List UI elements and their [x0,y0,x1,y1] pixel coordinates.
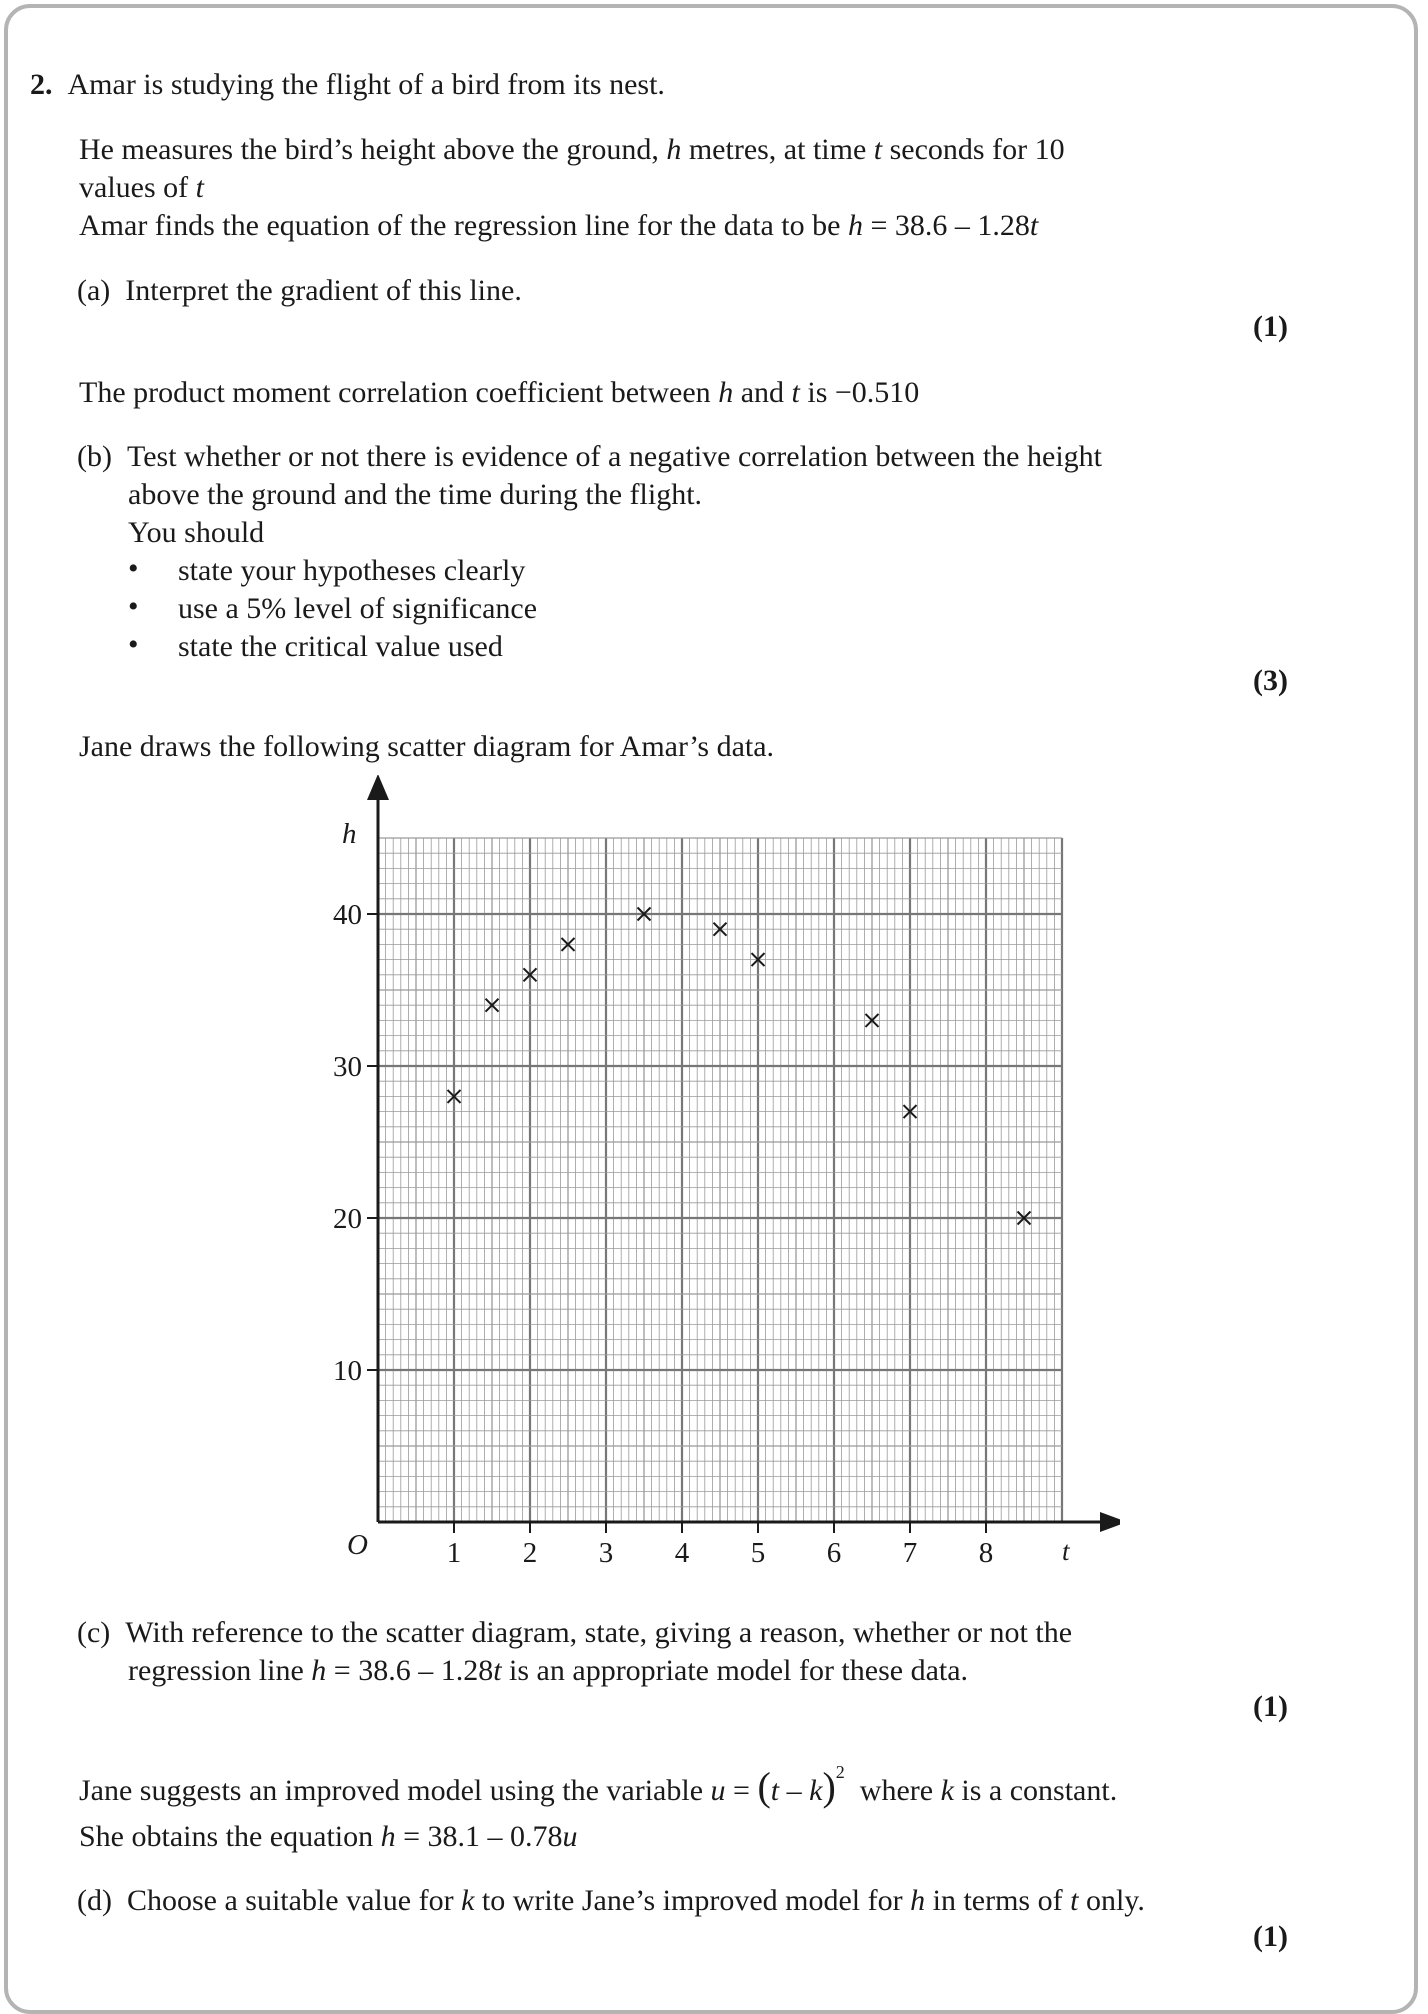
axes [342,775,1120,1566]
y-axis-arrow-icon [367,775,389,800]
obtains-line [79,1818,578,1856]
question-line-2 [79,169,204,207]
var-h: h [666,133,682,166]
text-segment: regression line [128,1654,312,1687]
pmcc-line [79,374,919,412]
var-h: h [380,1820,396,1853]
var-t: t [195,171,204,204]
part-b-marks: (3) [1253,664,1288,697]
var-k: k [461,1884,475,1917]
x-tick-label: 2 [522,1537,538,1569]
text-segment: = 38.6 – 1.28 [862,209,1030,242]
paren-open: ( [757,1764,771,1809]
x-tick-label: 7 [902,1537,918,1569]
grid [378,838,1062,1522]
part-b-label: (b) [77,440,112,473]
paren-close: ) [822,1764,836,1809]
var-h: h [311,1654,327,1687]
part-b-bullet-2: use a 5% level of significance [178,592,538,625]
var-u: u [710,1774,726,1807]
text-segment: – [779,1774,810,1807]
text-segment: = 38.6 – 1.28 [326,1654,494,1687]
part-c-line-2 [128,1652,968,1690]
text-segment: Jane suggests an improved model using the variable [79,1774,711,1807]
part-c-label: (c) [77,1616,111,1649]
part-a [77,272,522,310]
part-c-marks: (1) [1253,1690,1288,1723]
var-t: t [1070,1884,1079,1917]
part-b-bullet-1: state your hypotheses clearly [178,554,526,587]
question-line-1 [79,131,1065,169]
text-segment: only. [1078,1884,1145,1917]
x-tick-label: 6 [826,1537,842,1569]
part-b-text: Test whether or not there is evidence of a negative correlation between the height [126,440,1102,473]
bullet-icon: • [128,590,139,623]
question-number-line [30,66,665,104]
origin-label: O [347,1529,368,1561]
x-tick-label: 4 [674,1537,690,1569]
text-segment: She obtains the equation [79,1820,381,1853]
text-segment: is a constant. [953,1774,1118,1807]
var-t: t [1029,209,1039,242]
var-h: h [718,376,734,409]
y-tick-label: 10 [333,1355,362,1387]
bullet-icon: • [128,628,139,661]
text-segment: The product moment correlation coefficient between [79,376,719,409]
part-d-marks: (1) [1253,1920,1288,1953]
part-d-label: (d) [77,1884,112,1917]
scatter-diagram [300,775,1120,1595]
text-segment: Amar finds the equation of the regression line for the data to be [79,209,848,242]
text-segment: is −0.510 [799,376,920,409]
text-segment: seconds for 10 [882,133,1065,166]
part-a-text: Interpret the gradient of this line. [125,274,522,307]
jane-intro: Jane draws the following scatter diagram for Amar’s data. [79,730,775,763]
var-t: t [791,376,800,409]
part-a-label: (a) [77,274,111,307]
text-segment: to write Jane’s improved model for [474,1884,911,1917]
var-h: h [847,209,863,242]
x-axis-arrow-icon [1100,1512,1120,1532]
question-intro: Amar is studying the flight of a bird from its nest. [67,68,665,101]
part-c-line-1 [77,1614,1072,1652]
var-k: k [809,1774,823,1807]
text-segment: He measures the bird’s height above the ground, [79,133,667,166]
text-segment: is an appropriate model for these data. [501,1654,969,1687]
y-tick-label: 40 [333,899,362,931]
y-tick-label: 30 [333,1051,362,1083]
part-b-line-2: above the ground and the time during the flight. [128,478,703,511]
bullet-icon: • [128,552,139,585]
var-k: k [940,1774,954,1807]
part-a-marks: (1) [1253,310,1288,343]
x-tick-label: 3 [598,1537,614,1569]
text-segment: metres, at time [681,133,874,166]
text-segment: = 38.1 – 0.78 [395,1820,563,1853]
x-tick-label: 1 [446,1537,462,1569]
x-tick-label: 5 [750,1537,766,1569]
part-c-text: With reference to the scatter diagram, state, giving a reason, whether or not the [125,1616,1073,1649]
part-b-line-3: You should [128,516,265,549]
x-tick-label: 8 [978,1537,994,1569]
var-t: t [493,1654,502,1687]
improved-model-line [79,1753,1117,1810]
var-h: h [910,1884,926,1917]
y-tick-label: 20 [333,1203,362,1235]
exponent: 2 [835,1762,845,1782]
ticks [333,899,993,1569]
question-number: 2. [30,68,53,101]
var-t: t [770,1774,780,1807]
y-axis-label: h [342,818,357,850]
part-b-line-1 [77,438,1102,476]
text-segment: values of [79,171,196,204]
x-axis-label: t [1062,1536,1070,1566]
text-segment: Choose a suitable value for [126,1884,462,1917]
text-segment: = [725,1774,758,1807]
question-line-3 [79,207,1038,245]
text-segment: and [733,376,792,409]
part-b-bullet-3: state the critical value used [178,630,503,663]
text-segment: where [852,1774,941,1807]
var-t: t [873,133,883,166]
var-u: u [562,1820,578,1853]
text-segment: in terms of [925,1884,1071,1917]
part-d-line [77,1882,1145,1920]
